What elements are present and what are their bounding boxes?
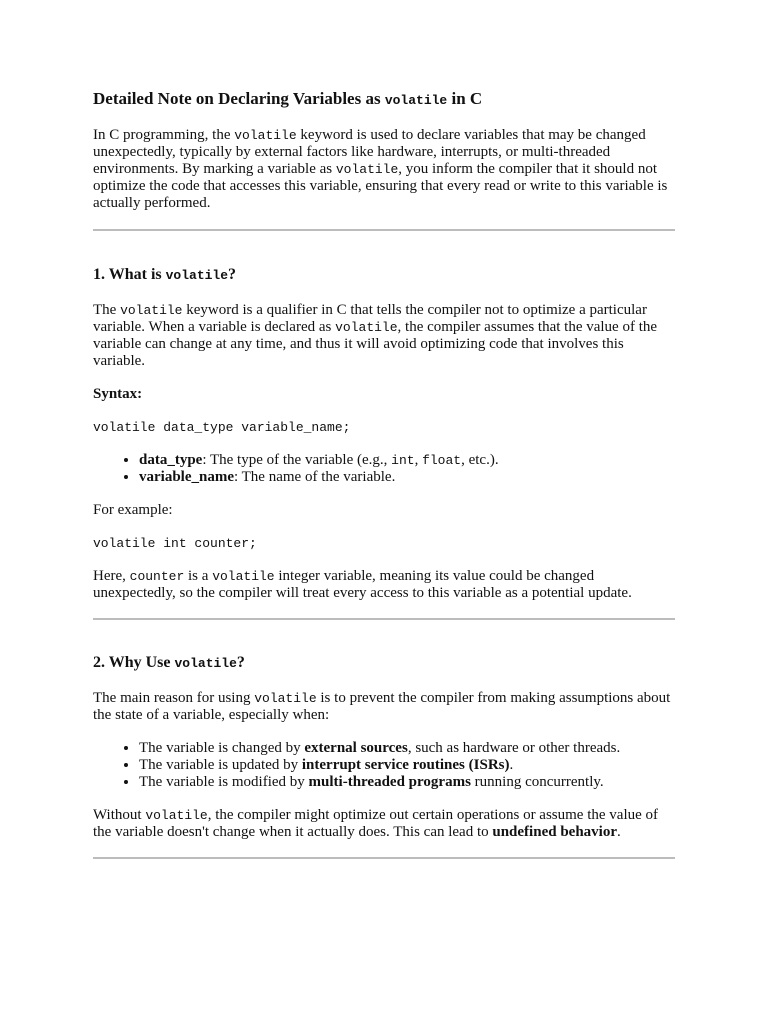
intro-text-2: keyword is used to declare variables that may be changed unexpectedly, typically by external factors like hardware, interrupts, or multi-threaded environments. By marking a variable as [93, 127, 646, 177]
title-text-end: in C [447, 89, 483, 108]
syntax-label-text: Syntax: [93, 386, 143, 402]
s2p2-text-3: . [616, 824, 621, 840]
syntax-code-block: volatile data_type variable_name; [93, 420, 351, 435]
reasons-bullet-list [93, 740, 675, 791]
s1p1-code-2: volatile [335, 320, 398, 335]
example-code-block: volatile int counter; [93, 536, 257, 551]
s1p1-text-3: , the compiler assumes that the value of the variable can change at any time, and thus it will avoid optimizing code that involves this variable. [93, 319, 658, 369]
list-item [139, 740, 675, 757]
title-code: volatile [384, 93, 448, 108]
bullet-code: int [391, 453, 415, 468]
section-divider [93, 229, 675, 231]
bullet-text: The variable is changed by [139, 740, 305, 756]
bullet-text: : The type of the variable (e.g., [202, 452, 392, 468]
section2-conclusion [93, 807, 675, 841]
bullet-emphasis: external sources [304, 740, 408, 756]
intro-code-1: volatile [234, 128, 297, 143]
list-item [139, 774, 675, 791]
s2p2-text-1: Without [93, 807, 146, 823]
s1p2-code-2: volatile [212, 569, 275, 584]
title-text-start: Detailed Note on Declaring Variables as [93, 89, 385, 108]
s2p2-text-2: , the compiler might optimize out certain operations or assume the value of the variable doesn't change when it actually does. This can lead to [93, 807, 659, 840]
s1p1-code-1: volatile [120, 303, 183, 318]
bullet-text: , [414, 452, 423, 468]
syntax-label [93, 386, 675, 403]
list-item [139, 452, 675, 469]
list-item [139, 469, 675, 486]
section2-heading-text: 2. Why Use [93, 654, 175, 671]
section1-heading [93, 265, 675, 286]
section2-paragraph [93, 690, 675, 724]
bullet-term: data_type [139, 452, 203, 468]
s2p2-emphasis: undefined behavior [492, 824, 617, 840]
section1-heading-code: volatile [165, 268, 229, 283]
s2p1-text-1: The main reason for using [93, 690, 255, 706]
s1p1-text-1: The [93, 302, 121, 318]
intro-code-2: volatile [335, 162, 399, 177]
s2p1-code-1: volatile [254, 691, 317, 706]
s1p2-text-2: is a [184, 568, 213, 584]
s1p2-code-1: counter [129, 569, 185, 584]
document-title [93, 89, 675, 111]
section2-heading [93, 653, 675, 674]
bullet-emphasis: interrupt service routines (ISRs) [301, 757, 510, 773]
bullet-text: , such as hardware or other threads. [407, 740, 621, 756]
bullet-term: variable_name [139, 469, 234, 485]
bullet-code: float [422, 453, 462, 468]
example-label: For example: [93, 502, 173, 518]
intro-paragraph [93, 127, 675, 212]
section1-paragraph [93, 302, 675, 370]
bullet-emphasis: multi-threaded programs [308, 774, 471, 790]
s2p1-text-2: is to prevent the compiler from making assumptions about the state of a variable, especially when: [93, 690, 671, 723]
s2p2-code-1: volatile [145, 808, 208, 823]
bullet-text: , etc.). [461, 452, 499, 468]
section2-heading-suffix: ? [236, 654, 245, 671]
syntax-bullet-list [93, 452, 675, 486]
bullet-text: The variable is updated by [139, 757, 302, 773]
s1p1-text-2: keyword is a qualifier in C that tells the compiler not to optimize a particular variable. When a variable is declared as [93, 302, 647, 335]
list-item [139, 757, 675, 774]
bullet-text: The variable is modified by [139, 774, 309, 790]
bullet-text: running concurrently. [470, 774, 604, 790]
s1p2-text-1: Here, [93, 568, 130, 584]
section1-heading-suffix: ? [228, 266, 237, 283]
section1-heading-text: 1. What is [93, 266, 166, 283]
intro-text-1: In C programming, the [93, 127, 235, 143]
bullet-text: . [509, 757, 514, 773]
intro-text-3: , you inform the compiler that it should not optimize the code that accesses this variable, ensuring that every read or write to this variable is actually performed. [93, 161, 668, 211]
bullet-text: : The name of the variable. [234, 469, 396, 485]
section1-explanation [93, 568, 675, 602]
section2-heading-code: volatile [174, 656, 237, 671]
section-divider [93, 857, 675, 859]
s1p2-text-3: integer variable, meaning its value could be changed unexpectedly, so the compiler will treat every access to this variable as a potential update. [93, 568, 632, 601]
section-divider [93, 618, 675, 620]
